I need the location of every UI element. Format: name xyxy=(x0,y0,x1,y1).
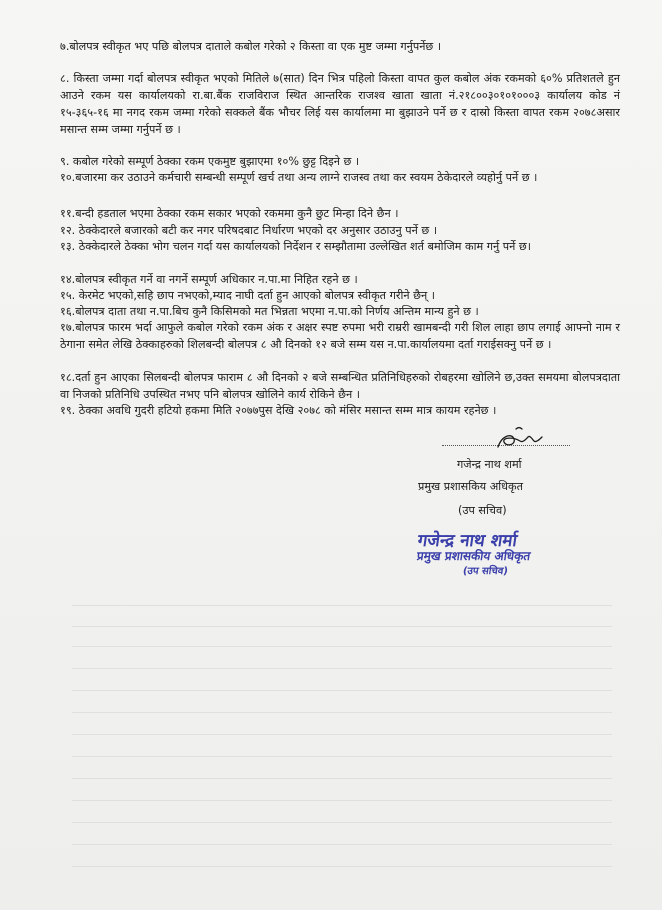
bleed-through-line xyxy=(72,734,612,735)
bleed-through-line xyxy=(72,756,612,757)
bleed-through-line xyxy=(72,605,612,606)
bleed-through-line xyxy=(72,844,612,845)
bleed-through-line xyxy=(72,778,612,779)
clause-11: ११.बन्दी हडताल भएमा ठेक्का रकम सकार भएको रकममा कुनै छुट मिन्हा दिने छैन । xyxy=(60,207,399,220)
bleed-through-line xyxy=(72,712,612,713)
clause-18: १८.दर्ता हुन आएका सिलबन्दी बोलपत्र फाराम ८ औ दिनको २ बजे सम्बन्धित प्रतिनिधिहरुको रोबहरमा खोलिने छ,उक्त समयमा बोलपत्रदाता वा निजको प्रतिनिधि उपस्थित नभए पनि बोलपत्र खोलिने कार्य रोकिने छैन । xyxy=(60,371,620,401)
clause-16: १६.बोलपत्र दाता तथा न.पा.बिच कुनै किसिमको मत भिन्नता भएमा न.पा.को निर्णय अन्तिम मान्य हुने छ । xyxy=(60,305,479,318)
bleed-through-line xyxy=(72,668,612,669)
bleed-through-line xyxy=(72,646,612,647)
bleed-through-line xyxy=(72,690,612,691)
clause-12: १२. ठेक्केदारले बजारको बटी कर नगर परिषदबाट निर्धारण भएको दर अनुसार उठाउनु पर्ने छ । xyxy=(60,224,438,237)
clause-19: १९. ठेक्का अवधि गुदरी हटियो हकमा मिति २०७७पुस देखि २०७८ को मंसिर मसान्त सम्म मात्र कायम रहनेछ । xyxy=(60,404,497,417)
clause-13: १३. ठेक्केदारले ठेक्का भोग चलन गर्दा यस कार्यालयको निर्देशन र सम्झौतामा उल्लेखित शर्त बमोजिम काम गर्नु पर्ने छ। xyxy=(60,240,532,253)
signatory-rank: (उप सचिव) xyxy=(458,504,507,517)
clause-9: ९. कबोल गरेको सम्पूर्ण ठेक्का रकम एकमुष्ट बुझाएमा १०% छुट्ट दिइने छ । xyxy=(60,155,360,168)
signature-line xyxy=(442,445,570,446)
clause-14: १४.बोलपत्र स्वीकृत गर्ने वा नगर्ने सम्पूर्ण अधिकार न.पा.मा निहित रहने छ । xyxy=(60,273,358,286)
signatory-name: गजेन्द्र नाथ शर्मा xyxy=(457,458,522,471)
bleed-through-line xyxy=(72,822,612,823)
clause-7: ७.बोलपत्र स्वीकृत भए पछि बोलपत्र दाताले कबोल गरेको २ किस्ता वा एक मुष्ट जम्मा गर्नुपर्नेछ । xyxy=(60,40,442,53)
clause-17: १७.बोलपत्र फारम भर्दा आफुले कबोल गरेको रकम अंक र अक्षर स्पष्ट रुपमा भरी राम्ररी खामबन्दी गरी शिल लाहा छाप लगाई आफ्नो नाम र ठेगाना समेत लेखि ठेक्काहरुको शिलबन्दी बोलपत्र ८ औ दिनको १२ बजे सम्म यस न.पा.कार्यालयमा दर्ता गराईसक्नु पर्ने छ । xyxy=(60,321,620,351)
clause-10: १०.बजारमा कर उठाउने कर्मचारी सम्बन्धी सम्पूर्ण खर्च तथा अन्य लाग्ने राजस्व तथा कर स्वयम ठेकेदारले व्यहोर्नु पर्ने छ । xyxy=(60,171,538,184)
clause-8: ८. किस्ता जम्मा गर्दा बोलपत्र स्वीकृत भएको मितिले ७(सात) दिन भित्र पहिलो किस्ता वापत कुल कबोल अंक रकमको ६०% प्रतिशतले हुन आउने रकम यस कार्यालयको रा.बा.बैंक राजविराज स्थित आन्तरिक राजश्व खाता खाता नं.२१८००३०१०१०००३ कार्यालय कोड नं १५-३६५-१६ मा नगद रकम जम्मा गरेको सक्कले बैंक भौचर लिई यस कार्यालमा मा बुझाउने पर्ने छ र दास्रो किस्ता वापत रकम २०७८असार मसान्त सम्म जम्मा गर्नुपर्ने छ । xyxy=(60,72,620,136)
bleed-through-line xyxy=(72,866,612,867)
stamp-rank: (उप सचिव) xyxy=(462,566,509,577)
stamp-name: गजेन्द्र नाथ शर्मा xyxy=(416,531,519,551)
bleed-through-line xyxy=(72,800,612,801)
signatory-title: प्रमुख प्रशासकिय अधिकृत xyxy=(418,480,524,493)
handwritten-signature xyxy=(492,425,552,455)
bleed-through-line xyxy=(72,626,612,627)
stamp-title: प्रमुख प्रशासकीय अधिकृत xyxy=(415,549,532,563)
clause-15: १५. केरमेट भएको,सहि छाप नभएको,म्याद नाघी दर्ता हुन आएको बोलपत्र स्वीकृत गरीने छैन् । xyxy=(60,289,435,302)
